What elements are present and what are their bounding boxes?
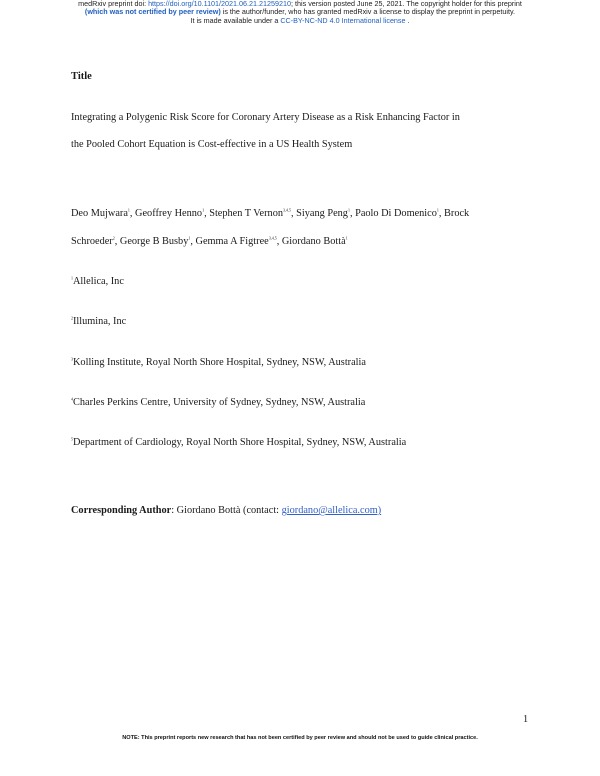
author-affil-marker: 1	[347, 207, 350, 213]
author-affil-marker: 1	[202, 207, 205, 213]
author-name: , Stephen T Vernon	[204, 208, 284, 219]
corresponding-author	[71, 505, 381, 516]
corresponding-author-text: : Giordano Bottà (contact:	[171, 505, 282, 516]
affiliation-text: Department of Cardiology, Royal North Shore Hospital, Sydney, NSW, Australia	[73, 437, 407, 448]
affiliation-text: Kolling Institute, Royal North Shore Hospital, Sydney, NSW, Australia	[73, 357, 366, 368]
corresponding-author-label: Corresponding Author	[71, 505, 172, 516]
preprint-header	[0, 0, 600, 25]
affiliation-marker: 4	[71, 396, 73, 402]
preprint-footer-note: NOTE: This preprint reports new research that has not been certified by peer review and should not be used to guide clinical practice.	[122, 735, 478, 741]
affiliation-1	[71, 276, 124, 287]
affiliation-text: Illumina, Inc	[73, 316, 127, 327]
page-number: 1	[523, 714, 529, 725]
author-name: , Siyang Peng	[291, 208, 348, 219]
author-name: , Geoffrey Henno	[129, 208, 203, 219]
author-list-line-1	[71, 208, 469, 219]
doi-link[interactable]: https://doi.org/10.1101/2021.06.21.21259210	[148, 0, 292, 8]
header-text: .	[405, 15, 410, 25]
license-link[interactable]: CC-BY-NC-ND 4.0 International license	[280, 15, 406, 25]
author-affil-marker: 1	[345, 235, 348, 241]
affiliation-3	[71, 357, 366, 368]
author-affil-marker: 3,4,5	[283, 207, 292, 213]
affiliation-marker: 3	[71, 356, 73, 362]
section-label-title: Title	[71, 71, 92, 82]
author-name: Deo Mujwara	[71, 208, 128, 219]
author-list-line-2	[71, 236, 348, 247]
affiliation-text: Charles Perkins Centre, University of Sydney, Sydney, NSW, Australia	[73, 397, 366, 408]
author-name: , Brock	[438, 208, 470, 219]
affiliation-marker: 5	[71, 436, 73, 442]
header-text: is the author/funder, who has granted medRxiv a license to display the preprint in perpetuity.	[220, 7, 516, 17]
author-name: , Giordano Bottà	[276, 236, 346, 247]
author-affil-marker: 2	[112, 235, 115, 241]
paper-title-line-1: Integrating a Polygenic Risk Score for Coronary Artery Disease as a Risk Enhancing Factor in	[71, 112, 460, 123]
affiliation-text: Allelica, Inc	[73, 276, 124, 287]
affiliation-marker: 2	[71, 315, 73, 321]
header-text: ; this version posted June 25, 2021. The copyright holder for this preprint	[291, 0, 522, 8]
author-name: , Paolo Di Domenico	[349, 208, 437, 219]
affiliation-5	[71, 437, 406, 448]
header-text: It is made available under a	[190, 15, 281, 25]
affiliation-4	[71, 397, 365, 408]
author-affil-marker: 3,4,5	[268, 235, 277, 241]
email-link[interactable]: giordano@allelica.com)	[281, 505, 382, 516]
author-name: Schroeder	[71, 236, 113, 247]
paper-title-line-2: the Pooled Cohort Equation is Cost-effective in a US Health System	[71, 139, 353, 150]
author-affil-marker: 1	[127, 207, 130, 213]
author-name: , George B Busby	[114, 236, 189, 247]
affiliation-marker: 1	[71, 275, 73, 281]
header-text: medRxiv preprint doi:	[78, 0, 149, 8]
peer-review-notice: (which was not certified by peer review)	[84, 7, 221, 17]
author-affil-marker: 1	[436, 207, 439, 213]
author-name: , Gemma A Figtree	[190, 236, 269, 247]
affiliation-2	[71, 316, 126, 327]
author-affil-marker: 1	[188, 235, 191, 241]
header-line-3	[0, 17, 600, 25]
